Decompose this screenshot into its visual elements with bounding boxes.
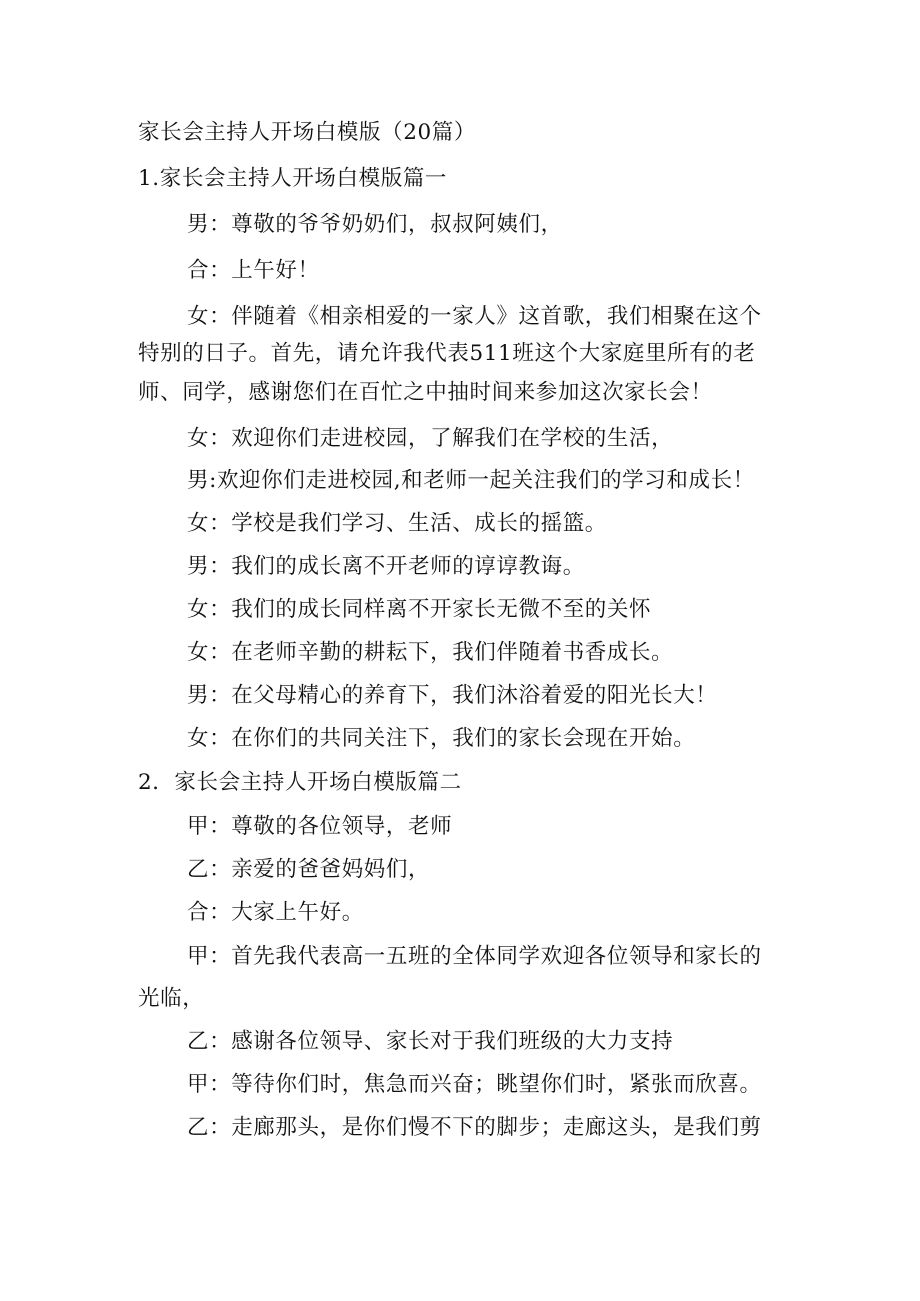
paragraph-line: 乙：亲爱的爸爸妈妈们， xyxy=(187,857,431,882)
paragraph-line: 女：在老师辛勤的耕耘下，我们伴随着书香成长。 xyxy=(187,640,674,665)
paragraph-line: 男：在父母精心的养育下，我们沐浴着爱的阳光长大！ xyxy=(187,683,718,708)
paragraph-line: 合：大家上午好。 xyxy=(187,900,364,925)
paragraph-line: 男:欢迎你们走进校园,和老师一起关注我们的学习和成长！ xyxy=(187,468,755,493)
document-title: 家长会主持人开场白模版（20篇） xyxy=(138,120,476,145)
paragraph-line: 女：我们的成长同样离不开家长无微不至的关怀 xyxy=(187,597,652,622)
section-heading: 2．家长会主持人开场白模版篇二 xyxy=(138,770,462,795)
paragraph-line: 甲：首先我代表高一五班的全体同学欢迎各位领导和家长的 xyxy=(187,944,762,969)
paragraph-line: 女：伴随着《相亲相爱的一家人》这首歌，我们相聚在这个 xyxy=(187,304,762,329)
paragraph-line: 男：我们的成长离不开老师的谆谆教诲。 xyxy=(187,554,585,579)
paragraph-line: 乙：感谢各位领导、家长对于我们班级的大力支持 xyxy=(187,1029,674,1054)
paragraph-line: 女：在你们的共同关注下，我们的家长会现在开始。 xyxy=(187,726,696,751)
paragraph-line: 师、同学，感谢您们在百忙之中抽时间来参加这次家长会！ xyxy=(138,380,713,405)
paragraph-line: 光临， xyxy=(138,986,205,1011)
paragraph-line: 甲：等待你们时，焦急而兴奋；眺望你们时，紧张而欣喜。 xyxy=(187,1072,762,1097)
paragraph-line: 合：上午好！ xyxy=(187,258,320,283)
paragraph-line: 特别的日子。首先，请允许我代表511班这个大家庭里所有的老 xyxy=(138,341,756,366)
paragraph-line: 女：欢迎你们走进校园，了解我们在学校的生活， xyxy=(187,426,674,451)
paragraph-line: 甲：尊敬的各位领导，老师 xyxy=(187,814,453,839)
paragraph-line: 乙：走廊那头，是你们慢不下的脚步；走廊这头，是我们剪 xyxy=(187,1115,762,1140)
section-heading: 1.家长会主持人开场白模版篇一 xyxy=(138,166,448,191)
paragraph-line: 女：学校是我们学习、生活、成长的摇篮。 xyxy=(187,511,607,536)
paragraph-line: 男：尊敬的爷爷奶奶们，叔叔阿姨们， xyxy=(187,212,563,237)
